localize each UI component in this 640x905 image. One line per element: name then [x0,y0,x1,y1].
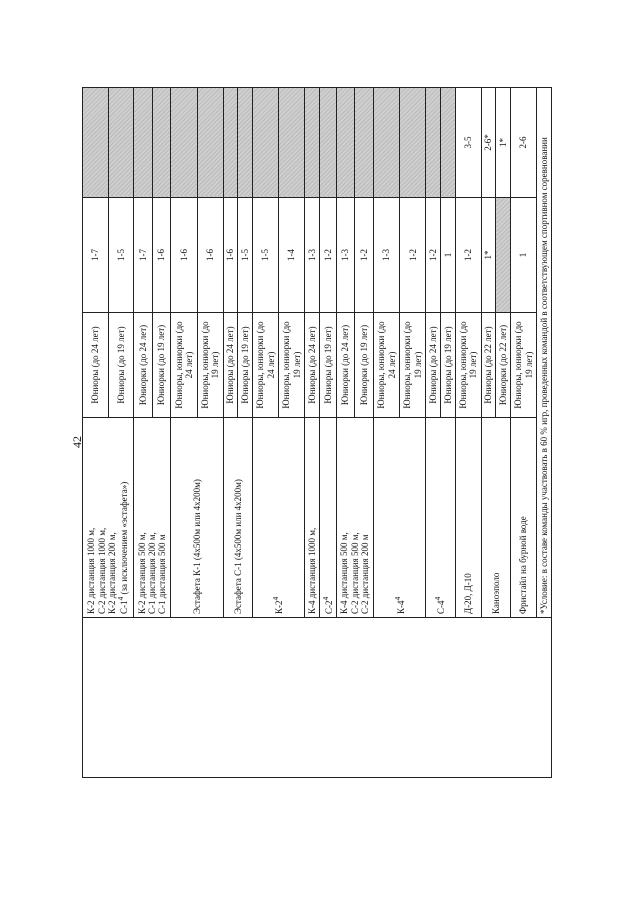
discipline-line: Д-20, Д-10 [462,573,473,614]
category-cell: Юниоры (до 24 лет) [426,313,441,418]
discipline-line: С-2 дистанция 200 м [360,534,371,614]
places-cell-b: 2-6 [511,88,537,198]
category-cell: Юниоры (до 24 лет) [223,313,238,418]
places-cell-b [279,88,305,198]
footnote: *Условие: в составе команды участвовать в 60 % игр, проведенных командой в соответствующем спортивном соревновании [537,88,552,618]
places-cell-a: 1-5 [238,198,253,313]
places-cell-b [134,88,153,198]
rotated-table-wrapper [82,88,552,778]
page-number: 42 [70,436,84,448]
category-cell: Юниоры (до 24 лет) [305,313,320,418]
discipline-line: К-2 дистанция 1000 м, [86,527,97,614]
category-cell: Юниоры, юниорки (до 19 лет) [197,313,223,418]
discipline-line: Эстафета С-1 (4х500м или 4х200м) [232,479,243,614]
empty-column [83,618,552,778]
discipline-line: $С-4^4$ [433,596,447,614]
discipline-cell [336,418,373,618]
places-cell-b [171,88,197,198]
places-cell-a: 1-5 [108,198,134,313]
places-cell-a: 1-7 [134,198,153,313]
category-cell: Юниорки (до 22 лет) [496,313,511,418]
places-cell-b [319,88,336,198]
places-cell-a: 1-6 [197,198,223,313]
places-cell-b [252,88,278,198]
discipline-line: $К-2^4$ [271,596,285,614]
places-cell-b [223,88,238,198]
places-cell-a: 1 [440,198,455,313]
places-cell-a: 1-3 [374,198,400,313]
category-cell: Юниоры (до 19 лет) [238,313,253,418]
discipline-cell [171,418,223,618]
places-cell-b [426,88,441,198]
places-cell-a: 1-6 [171,198,197,313]
discipline-cell [481,418,510,618]
category-cell: Юниоры (до 19 лет) [108,313,134,418]
discipline-line: С-2 дистанция 1000 м, [96,527,107,614]
discipline-line: Фристайл на бурной воде [518,516,529,614]
category-cell: Юниоры, юниорки (до 19 лет) [511,313,537,418]
data-table [82,87,552,778]
category-cell: Юниоры, юниорки (до 19 лет) [279,313,305,418]
discipline-cell [83,418,134,618]
category-cell: Юниорки (до 24 лет) [336,313,355,418]
discipline-cell [455,418,481,618]
category-cell: Юниоры (до 22 лет) [481,313,496,418]
places-cell-b [238,88,253,198]
places-cell-b [108,88,134,198]
places-cell-a: 1-7 [83,198,109,313]
places-cell-a: 1-2 [355,198,374,313]
discipline-line: К-4 дистанция 500 м, [339,532,350,614]
places-cell-b [355,88,374,198]
discipline-line: $К-4^4$ [392,596,406,614]
category-cell: Юниоры, юниорки (до 24 лет) [252,313,278,418]
places-cell-a: 1-5 [252,198,278,313]
discipline-cell [374,418,426,618]
places-cell-a: 1* [481,198,496,313]
places-cell-b [83,88,109,198]
places-cell-a [496,198,511,313]
discipline-line: К-4 дистанция 1000 м, [306,527,317,614]
discipline-cell [134,418,171,618]
places-cell-a: 1-2 [319,198,336,313]
discipline-cell [511,418,537,618]
discipline-cell [426,418,455,618]
discipline-line: С-2 дистанция 500 м, [349,532,360,614]
discipline-cell [305,418,320,618]
category-cell: Юниоры (до 19 лет) [319,313,336,418]
discipline-cell [252,418,304,618]
places-cell-b [440,88,455,198]
category-cell: Юниоры (до 24 лет) [83,313,109,418]
discipline-line: Эстафета К-1 (4х500м или 4х200м) [191,479,202,614]
places-cell-a: 1-4 [279,198,305,313]
category-cell: Юниоры (до 19 лет) [440,313,455,418]
places-cell-b [374,88,400,198]
places-cell-b [336,88,355,198]
category-cell: Юниоры, юниорки (до 19 лет) [455,313,481,418]
category-cell: Юниоры, юниорки (до 24 лет) [171,313,197,418]
discipline-cell [223,418,252,618]
category-cell: Юниорки (до 19 лет) [152,313,171,418]
discipline-line: $С-1^4$ (за исключением «эстафета») [116,481,130,614]
places-cell-a: 1-2 [455,198,481,313]
places-cell-a: 1-6 [152,198,171,313]
discipline-line: С-1 дистанция 500 м [157,534,168,614]
category-cell: Юниорки (до 19 лет) [355,313,374,418]
discipline-cell [319,418,336,618]
places-cell-a: 1-6 [223,198,238,313]
places-cell-a: 1-2 [426,198,441,313]
discipline-line: К-2 дистанция 200 м, [107,532,118,614]
places-cell-a: 1-2 [400,198,426,313]
table-row [83,88,109,778]
discipline-line: С-1 дистанция 200 м, [147,532,158,614]
places-cell-b: 3-5 [455,88,481,198]
discipline-line: К-2 дистанция 500 м, [136,532,147,614]
places-cell-b [400,88,426,198]
places-cell-b [197,88,223,198]
places-cell-b: 1* [496,88,511,198]
places-cell-a: 1 [511,198,537,313]
places-cell-a: 1-3 [305,198,320,313]
discipline-line: $С-2^4$ [320,596,334,614]
category-cell: Юниоры, юниорки (до 19 лет) [400,313,426,418]
places-cell-a: 1-3 [336,198,355,313]
places-cell-b: 2-6* [481,88,496,198]
category-cell: Юниоры, юниорки (до 24 лет) [374,313,400,418]
category-cell: Юниорки (до 24 лет) [134,313,153,418]
places-cell-b [305,88,320,198]
discipline-line: Каноэполо [490,572,501,614]
places-cell-b [152,88,171,198]
